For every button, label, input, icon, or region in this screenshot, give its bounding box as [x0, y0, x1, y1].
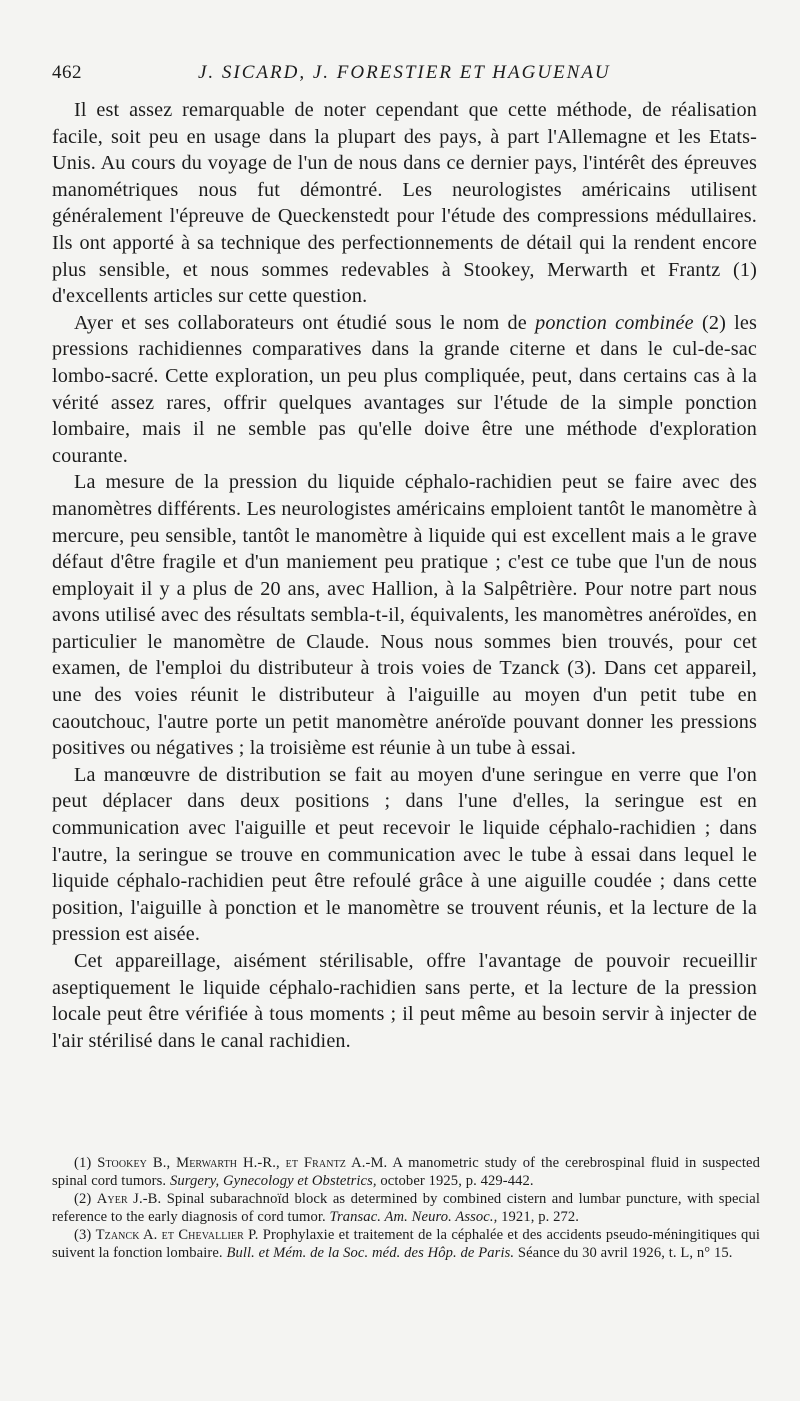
footnote-2-number: (2) [74, 1190, 92, 1207]
footnote-1 [52, 1155, 760, 1191]
footnote-2-date: 1921, p. 272. [501, 1208, 580, 1225]
footnote-3-journal: Bull. et Mém. de la Soc. méd. des Hôp. de Paris. [226, 1244, 515, 1261]
footnote-3-authors: Tzanck A. et Chevallier P. [95, 1226, 259, 1243]
footnote-3-date: Séance du 30 avril 1926, t. L, n° 15. [517, 1244, 733, 1261]
footnote-1-title: A manometric study of the cerebrospinal fluid in suspected spinal cord tumors. [52, 1155, 760, 1189]
footnote-1-authors: Stookey B., Merwarth H.-R., et Frantz A.-M. [97, 1155, 388, 1171]
paragraph-1: Il est assez remarquable de noter cependant que cette méthode, de réalisation facile, soit peu en usage dans la plupart des pays, à part l'Allemagne et les Etats-Unis. Au cours du voyage de l'un de nous dans ce dernier pays, l'intérêt des épreuves manométriques nous fut démontré. Les neurologistes américains utilisent généralement l'épreuve de Queckenstedt pour l'étude des compressions médullaires. Ils ont apporté à sa technique des perfectionnements de détail qui la rendent encore plus sensible, et nous sommes redevables à Stookey, Merwarth et Frantz (1) d'excellents articles sur cette question. [52, 99, 757, 308]
paragraph-3: La mesure de la pression du liquide céphalo-rachidien peut se faire avec des manomètres différents. Les neurologistes américains emploient tantôt le manomètre à mercure, peu sensible, tantôt le manomètre à liquide qui est excellent mais a le grave défaut d'être fragile et d'un maniement peu pratique ; c'est ce tube que l'un de nous employait il y a plus de 20 ans, avec Hallion, à la Salpêtrière. Pour notre part nous avons utilisé avec des résultats sembla-t-il, équivalents, les manomètres anéroïdes, en particulier le manomètre de Claude. Nous nous sommes bien trouvés, pour cet examen, de l'emploi du distributeur à trois voies de Tzanck (3). Dans cet appareil, une des voies réunit le distributeur à l'aiguille au moyen d'un petit tube en caoutchouc, l'autre porte un petit manomètre anéroïde pouvant donner les pressions positives ou négatives ; la troisième est réunie à un tube à essai. [52, 471, 757, 760]
ponction-combinee-term: ponction combinée [535, 311, 694, 334]
footnotes [52, 1155, 760, 1262]
footnote-1-journal: Surgery, Gynecology et Obstetrics, [169, 1172, 377, 1189]
footnote-3-title: Prophylaxie et traitement de la céphalée et des accidents pseudo-méningitiques qui suivent la fonction lombaire. [52, 1226, 761, 1261]
paragraph-2-start: Ayer et ses collaborateurs ont étudié sous le nom de [74, 311, 527, 334]
footnote-3-number: (3) [74, 1226, 92, 1243]
paragraph-2-end: (2) les pressions rachidiennes comparatives dans la grande citerne et dans le cul-de-sac lombo-sacré. Cette exploration, un peu plus compliquée, peut, dans certains cas à la vérité assez rares, offrir quelques avantages sur l'étude de la simple ponction lombaire, mais il ne semble pas qu'elle doive être une méthode d'exploration courante. [52, 311, 758, 467]
paragraph-5: Cet appareillage, aisément stérilisable, offre l'avantage de pouvoir recueillir aseptiquement le liquide céphalo-rachidien sans perte, et la lecture de la pression locale peut être vérifiée à tous moments ; il peut même au besoin servir à injecter de l'air stérilisé dans le canal rachidien. [52, 950, 757, 1052]
page-header [52, 62, 757, 92]
body-text [52, 97, 757, 1054]
footnote-2 [52, 1191, 760, 1227]
footnote-1-date: october 1925, p. 429-442. [380, 1172, 534, 1189]
page-number: 462 [52, 62, 82, 83]
footnote-2-journal: Transac. Am. Neuro. Assoc., [329, 1208, 498, 1225]
paragraph-2 [52, 310, 757, 470]
footnote-2-authors: Ayer J.-B. [96, 1190, 162, 1207]
footnote-2-title: Spinal subarachnoïd block as determined by combined cistern and lumbar puncture, with special reference to the early diagnosis of cord tumor. [52, 1190, 761, 1225]
running-head: J. SICARD, J. FORESTIER ET HAGUENAU [198, 62, 611, 83]
footnote-3 [52, 1227, 760, 1263]
footnote-1-number: (1) [74, 1155, 92, 1171]
paragraph-4: La manœuvre de distribution se fait au moyen d'une seringue en verre que l'on peut déplacer dans deux positions ; dans l'une d'elles, la seringue est en communication avec l'aiguille et peut recevoir le liquide céphalo-rachidien ; dans l'autre, la seringue se trouve en communication avec le tube à essai dans lequel le liquide céphalo-rachidien peut être refoulé grâce à une aiguille coudée ; dans cette position, l'aiguille à ponction et le manomètre se trouvent réunis, et la lecture de la pression est aisée. [52, 763, 757, 946]
